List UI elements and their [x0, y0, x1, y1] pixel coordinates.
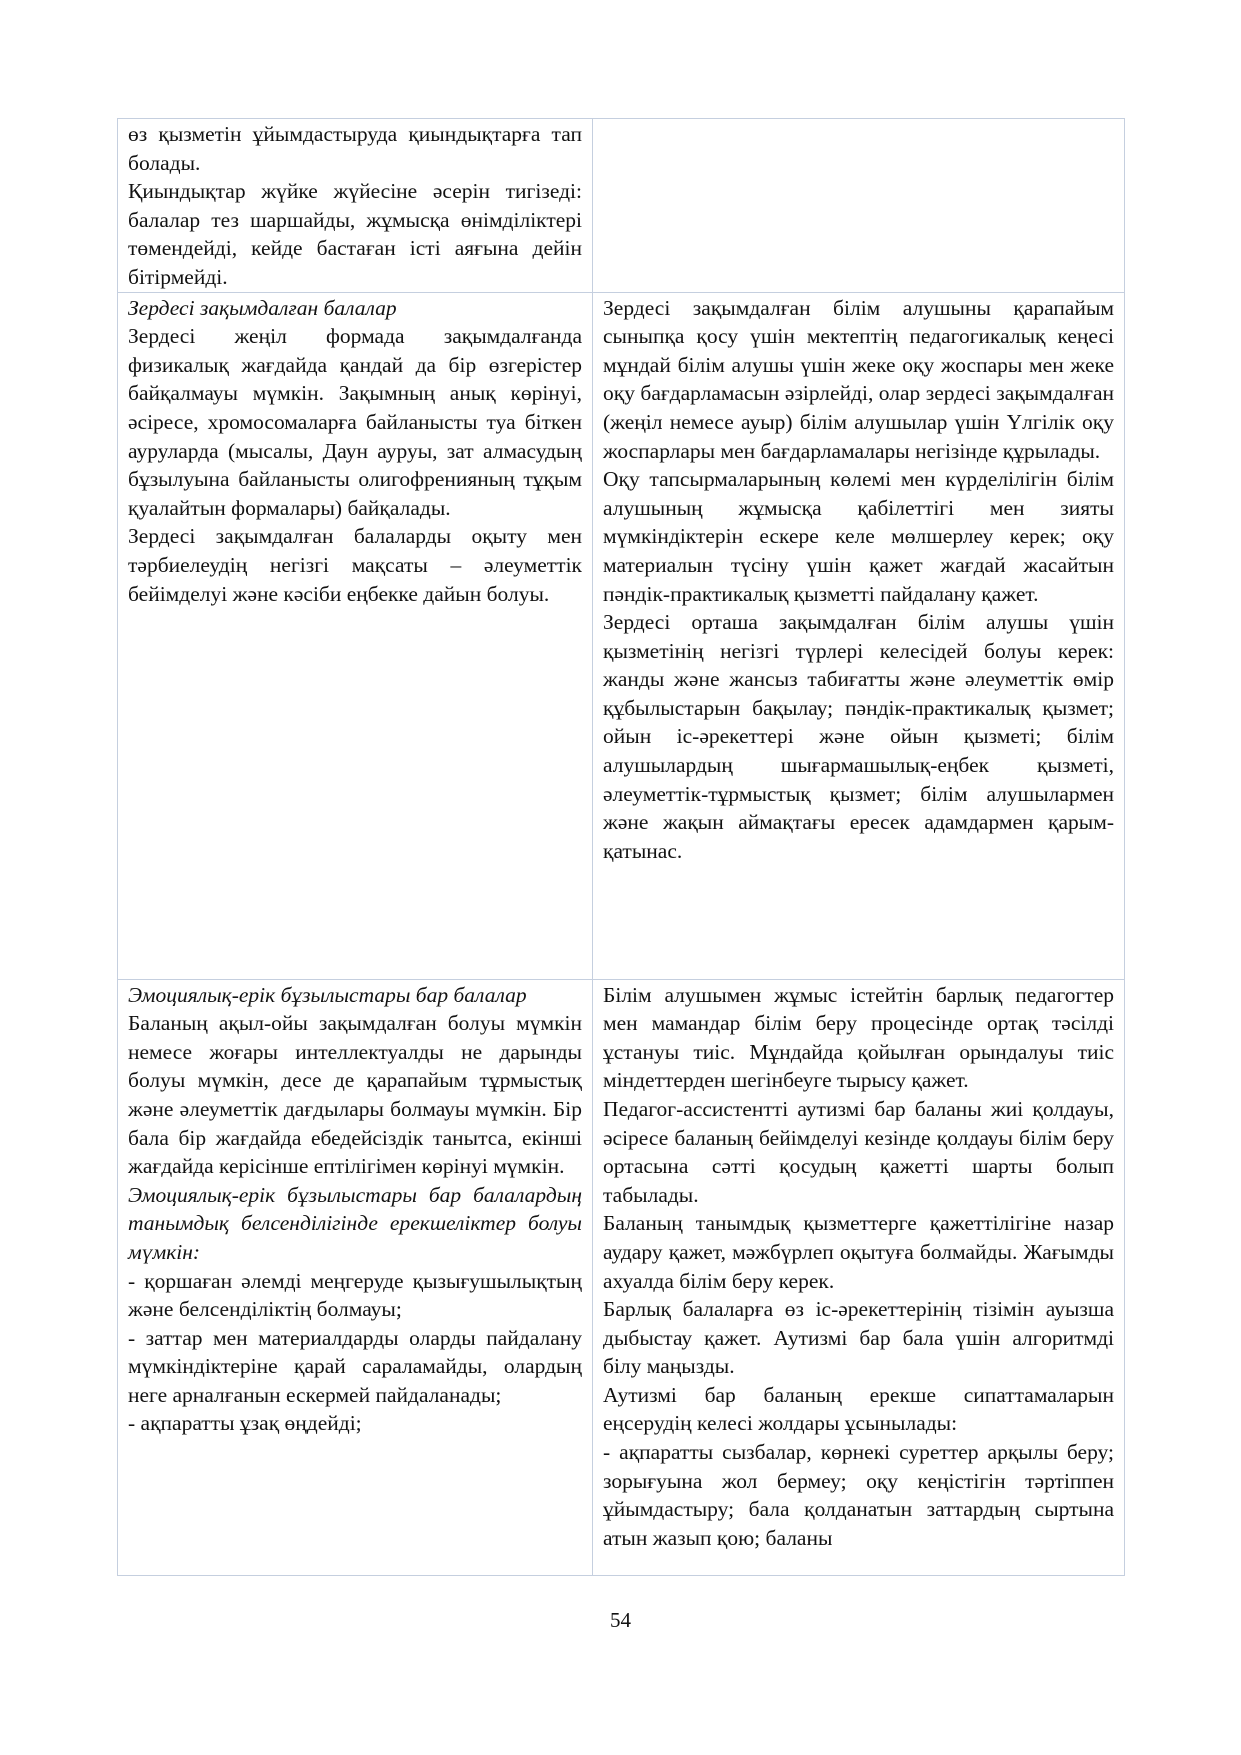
paragraph: өз қызметін ұйымдастыруда қиындықтарға тап болады. — [128, 122, 582, 175]
section-heading: Эмоциялық-ерік бұзылыстары бар балалар — [128, 982, 527, 1007]
list-item: - заттар мен материалдарды оларды пайдалану мүмкіндіктеріне қарай сараламайды, олардың неге арналғанын ескермей пайдаланады; — [128, 1325, 582, 1407]
paragraph: Педагог-ассистентті аутизмі бар баланы жиі қолдауы, әсіресе баланың бейімделуі кезінде қолдауы білім беру ортасына сәтті қосудың қажетті шарты болып табылады. — [603, 1096, 1114, 1207]
paragraph: Зердесі зақымдалған балаларды оқыту мен тәрбиелеудің негізгі мақсаты – әлеуметтік бейімделуі және кәсіби еңбекке дайын болуы. — [128, 524, 582, 606]
paragraph: Барлық балаларға өз іс-әрекеттерінің тізімін ауызша дыбыстау қажет. Аутизмі бар бала үшін алгоритмді білу маңызды. — [603, 1297, 1114, 1379]
table-row — [118, 979, 1125, 1575]
page-number: 54 — [610, 1608, 631, 1632]
table-cell-right — [593, 979, 1125, 1575]
paragraph: Білім алушымен жұмыс істейтін барлық педагогтер мен мамандар білім беру процесінде ортақ тәсілді ұстануы тиіс. Мұндайда қойылған орындалуы тиіс міндеттерден шегінбеуге тырысу қажет. — [603, 982, 1114, 1093]
paragraph: Баланың танымдық қызметтерге қажеттілігіне назар аудару қажет, мәжбүрлеп оқытуға болмайды. Жағымды ахуалда білім беру керек. — [603, 1211, 1114, 1293]
table-cell-right — [593, 292, 1125, 979]
paragraph: Оқу тапсырмаларының көлемі мен күрделілігін білім алушының жұмысқа қабілеттігі мен зияты мүмкіндіктерін ескере келе мөлшерлеу керек; оқу материалын түсіну үшін қажет жағдай жасайтын пәндік-практикалық қызметті пайдалану қажет. — [603, 467, 1114, 606]
table-cell-left — [118, 119, 593, 293]
paragraph: Баланың ақыл-ойы зақымдалған болуы мүмкін немесе жоғары интеллектуалды не дарынды болуы мүмкін, десе де қарапайым тұрмыстық және әлеуметтік дағдылары болмауы мүмкін. Бір бала бір жағдайда ебедейсіздік танытса, екінші жағдайда керісінше ептілігімен көрінуі мүмкін. — [128, 1011, 582, 1179]
paragraph: Зердесі зақымдалған білім алушыны қарапайым сыныпқа қосу үшін мектептің педагогикалық кеңесі мұндай білім алушы үшін жеке оқу жоспары мен жеке оқу бағдарламасын әзірлейді, олар зердесі зақымдалған (жеңіл немесе ауыр) білім алушылар үшін Үлгілік оқу жоспарлары мен бағдарламалары негізінде құрылады. — [603, 295, 1114, 463]
paragraph: Аутизмі бар баланың ерекше сипаттамаларын еңсерудің келесі жолдары ұсынылады: — [603, 1382, 1114, 1436]
paragraph: Қиындықтар жүйке жүйесіне әсерін тигізеді: балалар тез шаршайды, жұмысқа өнімділіктері төмендейді, кейде бастаған істі аяғына дейін бітірмейді. — [128, 179, 582, 289]
table-row — [118, 292, 1125, 979]
table-row — [118, 119, 1125, 293]
list-item: - ақпаратты ұзақ өңдейді; — [128, 1411, 362, 1436]
section-heading: Зердесі зақымдалған балалар — [128, 295, 397, 320]
paragraph: Зердесі жеңіл формада зақымдалғанда физикалық жағдайда қандай да бір өзгерістер байқалмауы мүмкін. Зақымның анық көрінуі, әсіресе, хромосомаларға байланысты туа біткен ауруларда (мысалы, Даун ауруы, зат алмасудың бұзылуына байланысты олигофренияның тұқым қуалайтын формалары) байқалады. — [128, 324, 582, 520]
table-cell-right — [593, 119, 1125, 293]
content-table — [117, 118, 1125, 1576]
table-cell-left — [118, 979, 593, 1575]
list-item: - ақпаратты сызбалар, көрнекі суреттер арқылы беру; зорығуына жол бермеу; оқу кеңістігін тәртіппен ұйымдастыру; бала қолданатын заттардың сыртына атын жазып қою; баланы — [603, 1440, 1114, 1550]
table-cell-left — [118, 292, 593, 979]
subheading: Эмоциялық-ерік бұзылыстары бар балалардың танымдық белсенділігінде ерекшеліктер болуы мүмкін: — [128, 1182, 582, 1264]
paragraph: Зердесі орташа зақымдалған білім алушы үшін қызметінің негізгі түрлері келесідей болуы керек: жанды және жансыз табиғатты және әлеуметтік өмір құбылыстарын бақылау; пәндік-практикалық қызмет; ойын іс-әрекеттері және ойын қызметі; білім алушылардың шығармашылық-еңбек қызметі, әлеуметтік-тұрмыстық қызмет; білім алушылармен және жақын аймақтағы ересек адамдармен қарым-қатынас. — [603, 610, 1114, 863]
list-item: - қоршаған әлемді меңгеруде қызығушылықтың және белсенділіктің болмауы; — [128, 1268, 582, 1322]
